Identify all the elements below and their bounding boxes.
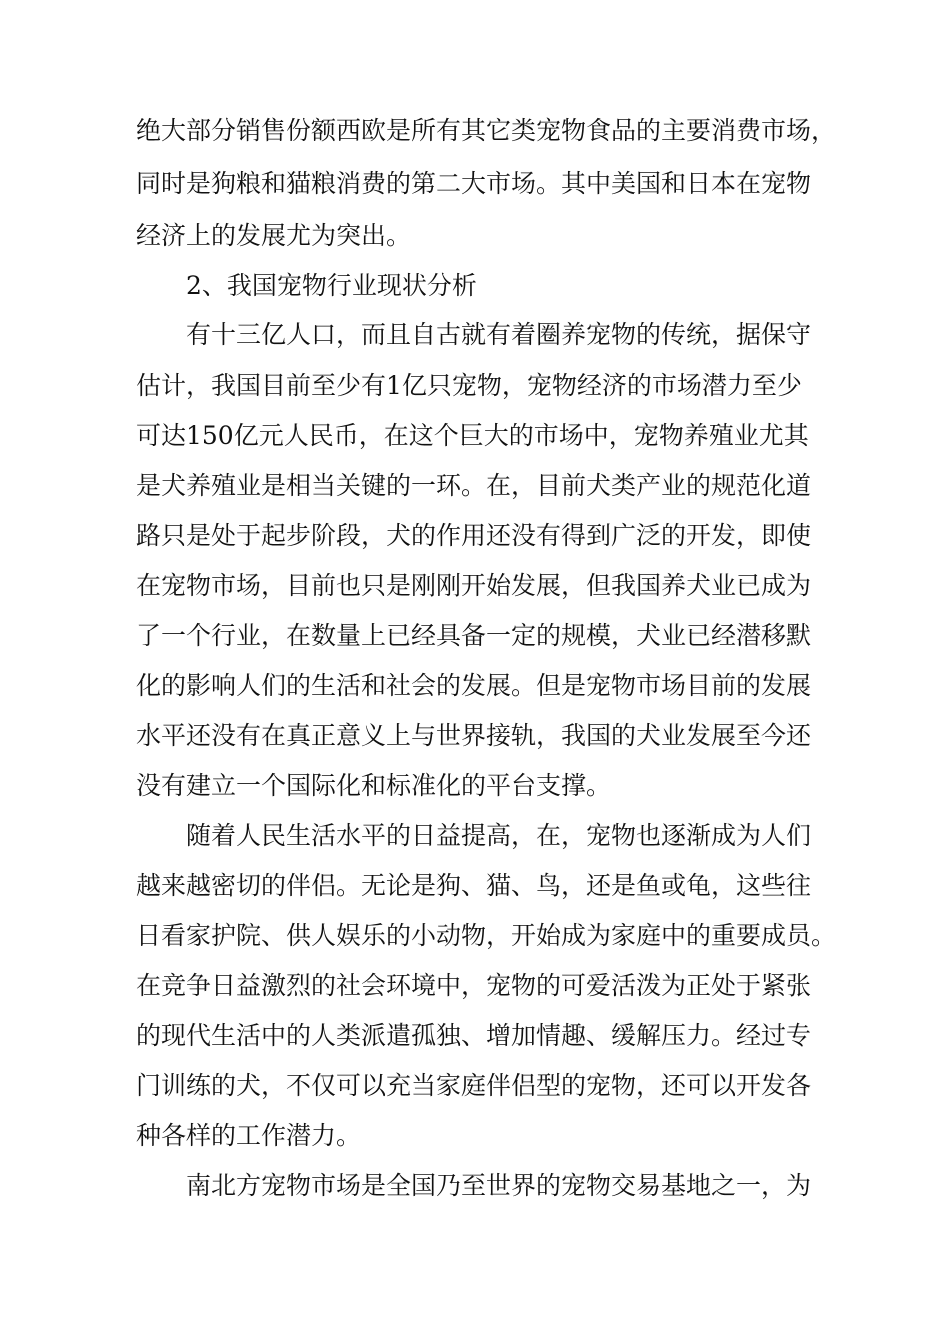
line-text: 的现代生活中的人类派遣孤独、增加情趣、缓解压力。经过专 [136, 1021, 812, 1050]
line-text: 了一个行业，在数量上已经具备一定的规模，犬业已经潜移默 [136, 621, 812, 650]
line-text: 在宠物市场，目前也只是刚刚开始发展，但我国养犬业已成为 [136, 571, 812, 600]
line-text: 可达150亿元人民币，在这个巨大的市场中，宠物养殖业尤其 [136, 421, 809, 450]
line-text: 越来越密切的伴侣。无论是狗、猫、鸟，还是鱼或龟，这些往 [136, 871, 812, 900]
line-text: 估计，我国目前至少有1亿只宠物，宠物经济的市场潜力至少 [136, 371, 802, 400]
text-line [0, 966, 950, 1006]
line-text: 化的影响人们的生活和社会的发展。但是宠物市场目前的发展 [136, 671, 812, 700]
line-text: 南北方宠物市场是全国乃至世界的宠物交易基地之一，为 [186, 1171, 812, 1200]
text-line [0, 216, 950, 256]
line-text: 绝大部分销售份额西欧是所有其它类宠物食品的主要消费市场， [136, 116, 837, 145]
text-line [0, 566, 950, 606]
line-text: 在竞争日益激烈的社会环境中，宠物的可爱活泼为正处于紧张 [136, 971, 812, 1000]
line-text: 日看家护院、供人娱乐的小动物，开始成为家庭中的重要成员。 [136, 921, 837, 950]
section-heading [0, 266, 950, 306]
text-line [0, 1016, 950, 1056]
text-line [0, 1166, 950, 1206]
text-line [0, 716, 950, 756]
line-text: 门训练的犬，不仅可以充当家庭伴侣型的宠物，还可以开发各 [136, 1071, 812, 1100]
text-line [0, 466, 950, 506]
text-line [0, 366, 950, 406]
text-line [0, 616, 950, 656]
line-text: 没有建立一个国际化和标准化的平台支撑。 [136, 771, 612, 800]
text-line [0, 164, 950, 204]
text-line [0, 416, 950, 456]
text-line [0, 1116, 950, 1156]
line-text: 是犬养殖业是相当关键的一环。在，目前犬类产业的规范化道 [136, 471, 812, 500]
text-line [0, 866, 950, 906]
text-line [0, 315, 950, 355]
line-text: 种各样的工作潜力。 [136, 1121, 362, 1150]
heading-text: 2、我国宠物行业现状分析 [186, 271, 477, 300]
text-line [0, 516, 950, 556]
line-text: 有十三亿人口，而且自古就有着圈养宠物的传统，据保守 [186, 320, 812, 349]
text-line [0, 816, 950, 856]
text-line [0, 111, 950, 151]
line-text: 路只是处于起步阶段，犬的作用还没有得到广泛的开发，即使 [136, 521, 812, 550]
text-line [0, 766, 950, 806]
line-text: 水平还没有在真正意义上与世界接轨，我国的犬业发展至今还 [136, 721, 812, 750]
text-line [0, 666, 950, 706]
line-text: 同时是狗粮和猫粮消费的第二大市场。其中美国和日本在宠物 [136, 169, 812, 198]
text-line [0, 1066, 950, 1106]
line-text: 随着人民生活水平的日益提高，在，宠物也逐渐成为人们 [186, 821, 812, 850]
text-line [0, 916, 950, 956]
line-text: 经济上的发展尤为突出。 [136, 221, 412, 250]
